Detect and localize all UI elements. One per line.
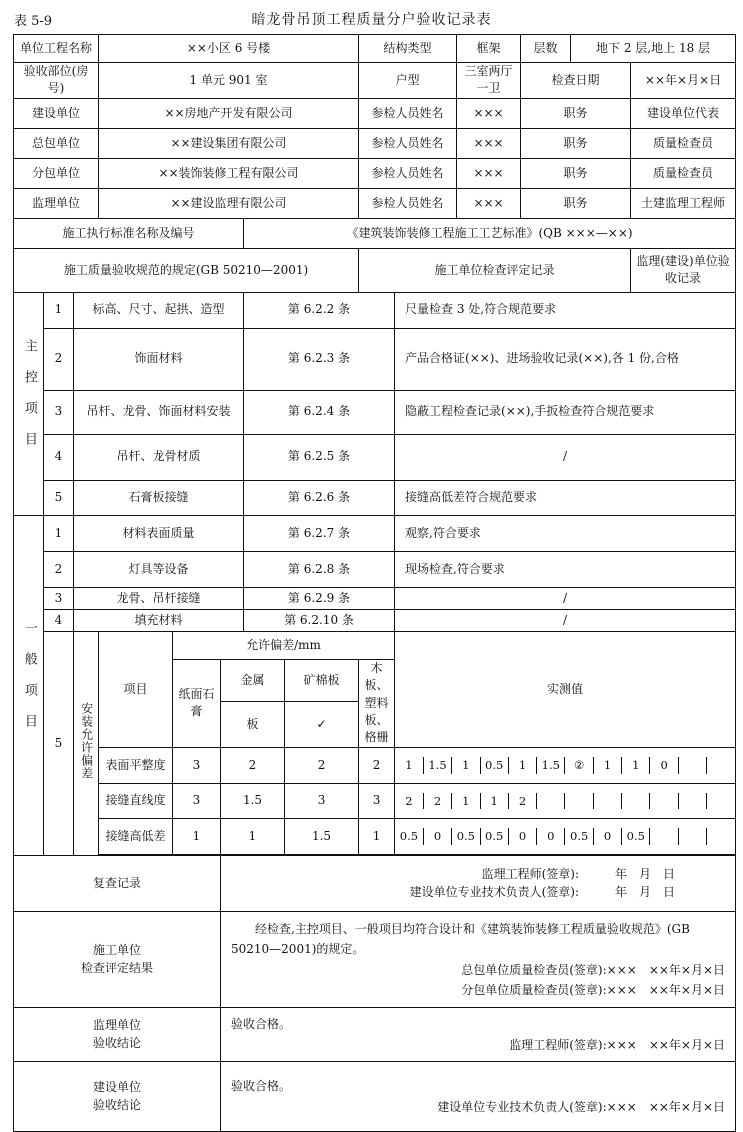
column-header-row: [14, 248, 736, 292]
item-clause: 第 6.2.8 条: [244, 552, 395, 588]
construction-text: 经检查,主控项目、一般项目均符合设计和《建筑装饰装修工程质量验收规范》(GB 50210—2001)的规定。: [231, 921, 690, 957]
measured-cell: 0: [650, 757, 678, 774]
measured-cell: [537, 793, 565, 810]
measured-cell: 0.5: [480, 757, 508, 774]
measured-cell: 0.5: [565, 828, 593, 845]
item-record: 尺量检查 3 处,符合规范要求: [395, 292, 736, 328]
floors-label: 层数: [521, 35, 571, 63]
item-no: 3: [44, 587, 74, 609]
part-label: 验收部位(房号): [14, 63, 99, 99]
item-name: 石膏板接缝: [74, 480, 244, 516]
measured-cell: 2: [508, 793, 536, 810]
person-name: ×××: [457, 128, 521, 158]
measured-cell: 1: [593, 757, 621, 774]
item-record: 接缝高低差符合规范要求: [395, 480, 736, 516]
allow-wood: 1: [359, 819, 395, 855]
measured-values: [395, 783, 736, 819]
allow-wood: 2: [359, 747, 395, 783]
duty-label: 职务: [521, 188, 631, 218]
item-record: /: [395, 587, 736, 609]
measured-cell: [707, 757, 735, 774]
measured-cell: 0.5: [622, 828, 650, 845]
measured-cell: 0.5: [395, 828, 423, 845]
standard-value: 《建筑装饰装修工程施工工艺标准》(QB ×××—××): [244, 218, 736, 248]
item-name: 吊杆、龙骨材质: [74, 434, 244, 480]
measured-cell: 2: [423, 793, 451, 810]
measured-cell: 1: [452, 757, 480, 774]
measured-cell: 1: [508, 757, 536, 774]
tolerance-item-header: 项目: [99, 631, 173, 747]
tolerance-item: 接缝直线度: [99, 783, 173, 819]
general-item-row: [14, 516, 736, 552]
col-wood: 木板、塑料板、格栅: [359, 659, 395, 747]
tolerance-row: [14, 783, 736, 819]
tolerance-row: [14, 747, 736, 783]
measured-cell: [678, 793, 706, 810]
unit-label: 分包单位: [14, 158, 99, 188]
item-no: 3: [44, 390, 74, 434]
duty-value: 土建监理工程师: [631, 188, 736, 218]
duty-label: 职务: [521, 98, 631, 128]
unit-label: 监理单位: [14, 188, 99, 218]
measured-cell: [707, 828, 735, 845]
item-no: 1: [44, 292, 74, 328]
standard-row: [14, 218, 736, 248]
item-name: 材料表面质量: [74, 516, 244, 552]
main-item-row: [14, 328, 736, 390]
item-record: 现场检查,符合要求: [395, 552, 736, 588]
type-value: 三室两厅一卫: [457, 63, 521, 99]
item-record: 观察,符合要求: [395, 516, 736, 552]
type-label: 户型: [359, 63, 457, 99]
owner-sign: 建设单位专业技术负责人(签章):××× ××年×月×日: [437, 1099, 726, 1114]
measured-cell: 0.5: [480, 828, 508, 845]
unit-row: [14, 128, 736, 158]
item-clause: 第 6.2.3 条: [244, 328, 395, 390]
duty-label: 职务: [521, 158, 631, 188]
measured-cell: [650, 828, 678, 845]
construction-row: [14, 912, 736, 1008]
person-label: 参检人员姓名: [359, 188, 457, 218]
measured-cell: [622, 793, 650, 810]
measured-cell: 1: [452, 793, 480, 810]
item-clause: 第 6.2.4 条: [244, 390, 395, 434]
review-label: 复查记录: [14, 856, 221, 912]
project-label: 单位工程名称: [14, 35, 99, 63]
review-row: [14, 856, 736, 912]
owner-text: 验收合格。: [231, 1079, 292, 1094]
measured-cell: 1: [395, 757, 423, 774]
col-metal-board: 板: [221, 701, 285, 747]
structure-value: 框架: [457, 35, 521, 63]
item-name: 饰面材料: [74, 328, 244, 390]
measured-cell: 1: [622, 757, 650, 774]
item-clause: 第 6.2.2 条: [244, 292, 395, 328]
item-clause: 第 6.2.6 条: [244, 480, 395, 516]
item-name: 吊杆、龙骨、饰面材料安装: [74, 390, 244, 434]
allow-mineral: 1.5: [285, 819, 359, 855]
part-value: 1 单元 901 室: [99, 63, 359, 99]
measured-cell: 1.5: [537, 757, 565, 774]
item-no: 2: [44, 552, 74, 588]
construction-result: [221, 912, 736, 1008]
supervision-sign: 监理工程师(签章):××× ××年×月×日: [509, 1037, 726, 1052]
page-title: 暗龙骨吊顶工程质量分户验收记录表: [251, 12, 492, 28]
allow-metal: 1: [221, 819, 285, 855]
allow-gypsum: 1: [173, 819, 221, 855]
item-clause: 第 6.2.10 条: [244, 609, 395, 631]
general-item-row: [14, 609, 736, 631]
item-name: 标高、尺寸、起拱、造型: [74, 292, 244, 328]
main-items-label: 主控项目: [14, 292, 44, 516]
measured-cell: [678, 828, 706, 845]
item-clause: 第 6.2.9 条: [244, 587, 395, 609]
check-mark-icon: ✓: [285, 701, 359, 747]
structure-label: 结构类型: [359, 35, 457, 63]
measured-cell: ②: [565, 757, 593, 774]
duty-value: 质量检查员: [631, 158, 736, 188]
item-clause: 第 6.2.5 条: [244, 434, 395, 480]
item-no: 5: [44, 631, 74, 855]
review-line-1: 监理工程师(签章): 年 月 日: [481, 867, 676, 882]
unit-name: ××建设监理有限公司: [99, 188, 359, 218]
measured-values: [395, 819, 736, 855]
unit-name: ××房地产开发有限公司: [99, 98, 359, 128]
allow-mineral: 2: [285, 747, 359, 783]
tolerance-item: 接缝高低差: [99, 819, 173, 855]
item-no: 2: [44, 328, 74, 390]
date-value: ××年×月×日: [631, 63, 736, 99]
measured-cell: 1.5: [423, 757, 451, 774]
item-no: 5: [44, 480, 74, 516]
item-no: 4: [44, 609, 74, 631]
owner-result: [221, 1062, 736, 1132]
col-metal: 金属: [221, 659, 285, 701]
person-name: ×××: [457, 98, 521, 128]
construction-sign-1: 总包单位质量检查员(签章):××× ××年×月×日: [461, 962, 726, 977]
allow-gypsum: 3: [173, 783, 221, 819]
unit-name: ××建设集团有限公司: [99, 128, 359, 158]
main-item-row: [14, 434, 736, 480]
item-record: 隐蔽工程检查记录(××),手扳检查符合规范要求: [395, 390, 736, 434]
measured-cell: 0: [593, 828, 621, 845]
floors-value: 地下 2 层,地上 18 层: [571, 35, 736, 63]
item-record: /: [395, 609, 736, 631]
unit-label: 总包单位: [14, 128, 99, 158]
measured-cell: [650, 793, 678, 810]
supervision-header: 监理(建设)单位验收记录: [631, 248, 736, 292]
tolerance-header-row: [14, 631, 736, 659]
info-row-project: [14, 35, 736, 63]
general-item-row: [14, 552, 736, 588]
measured-cell: 0: [508, 828, 536, 845]
tolerance-allow-header: 允许偏差/mm: [173, 631, 395, 659]
table-number: 表 5-9: [14, 14, 53, 29]
unit-name: ××装饰装修工程有限公司: [99, 158, 359, 188]
owner-label: 建设单位 验收结论: [14, 1062, 221, 1132]
measured-cell: 2: [395, 793, 423, 810]
review-line-2: 建设单位专业技术负责人(签章): 年 月 日: [409, 884, 676, 899]
item-record: /: [395, 434, 736, 480]
measured-cell: [565, 793, 593, 810]
person-label: 参检人员姓名: [359, 158, 457, 188]
construction-label: 施工单位 检查评定结果: [14, 912, 221, 1008]
main-item-row: [14, 390, 736, 434]
allow-gypsum: 3: [173, 747, 221, 783]
unit-row: [14, 188, 736, 218]
tolerance-row: [14, 819, 736, 855]
project-value: ××小区 6 号楼: [99, 35, 359, 63]
measured-cell: 1: [480, 793, 508, 810]
general-items-label: 一般项目: [14, 516, 44, 856]
spec-header: 施工质量验收规范的规定(GB 50210—2001): [14, 248, 359, 292]
person-name: ×××: [457, 158, 521, 188]
measured-cell: 0: [423, 828, 451, 845]
person-name: ×××: [457, 188, 521, 218]
supervision-result: [221, 1008, 736, 1062]
standard-label: 施工执行标准名称及编号: [14, 218, 244, 248]
inspection-record-table: [13, 34, 736, 1132]
item-name: 灯具等设备: [74, 552, 244, 588]
item-record: 产品合格证(××)、进场验收记录(××),各 1 份,合格: [395, 328, 736, 390]
person-label: 参检人员姓名: [359, 128, 457, 158]
col-mineral: 矿棉板: [285, 659, 359, 701]
unit-row: [14, 98, 736, 128]
date-label: 检查日期: [521, 63, 631, 99]
measured-header: 实测值: [395, 631, 736, 747]
measured-cell: [678, 757, 706, 774]
duty-label: 职务: [521, 128, 631, 158]
measured-cell: [707, 793, 735, 810]
allow-wood: 3: [359, 783, 395, 819]
allow-metal: 1.5: [221, 783, 285, 819]
measured-cell: 0: [537, 828, 565, 845]
unit-row: [14, 158, 736, 188]
supervision-row: [14, 1008, 736, 1062]
main-item-row: [14, 292, 736, 328]
unit-label: 建设单位: [14, 98, 99, 128]
item-name: 填充材料: [74, 609, 244, 631]
allow-mineral: 3: [285, 783, 359, 819]
page-header: [0, 6, 743, 32]
review-signatures: [221, 856, 736, 912]
general-item-row: [14, 587, 736, 609]
item-no: 4: [44, 434, 74, 480]
duty-value: 质量检查员: [631, 128, 736, 158]
tolerance-label: 安装允许偏差: [74, 631, 99, 855]
item-no: 1: [44, 516, 74, 552]
col-gypsum: 纸面石膏: [173, 659, 221, 747]
main-item-row: [14, 480, 736, 516]
measured-cell: 0.5: [452, 828, 480, 845]
supervision-label: 监理单位 验收结论: [14, 1008, 221, 1062]
construction-sign-2: 分包单位质量检查员(签章):××× ××年×月×日: [461, 983, 726, 998]
owner-row: [14, 1062, 736, 1132]
measured-values: [395, 747, 736, 783]
supervision-text: 验收合格。: [231, 1017, 292, 1032]
item-clause: 第 6.2.7 条: [244, 516, 395, 552]
measured-cell: [593, 793, 621, 810]
duty-value: 建设单位代表: [631, 98, 736, 128]
person-label: 参检人员姓名: [359, 98, 457, 128]
item-name: 龙骨、吊杆接缝: [74, 587, 244, 609]
allow-metal: 2: [221, 747, 285, 783]
tolerance-item: 表面平整度: [99, 747, 173, 783]
record-header: 施工单位检查评定记录: [359, 248, 631, 292]
info-row-part: [14, 63, 736, 99]
